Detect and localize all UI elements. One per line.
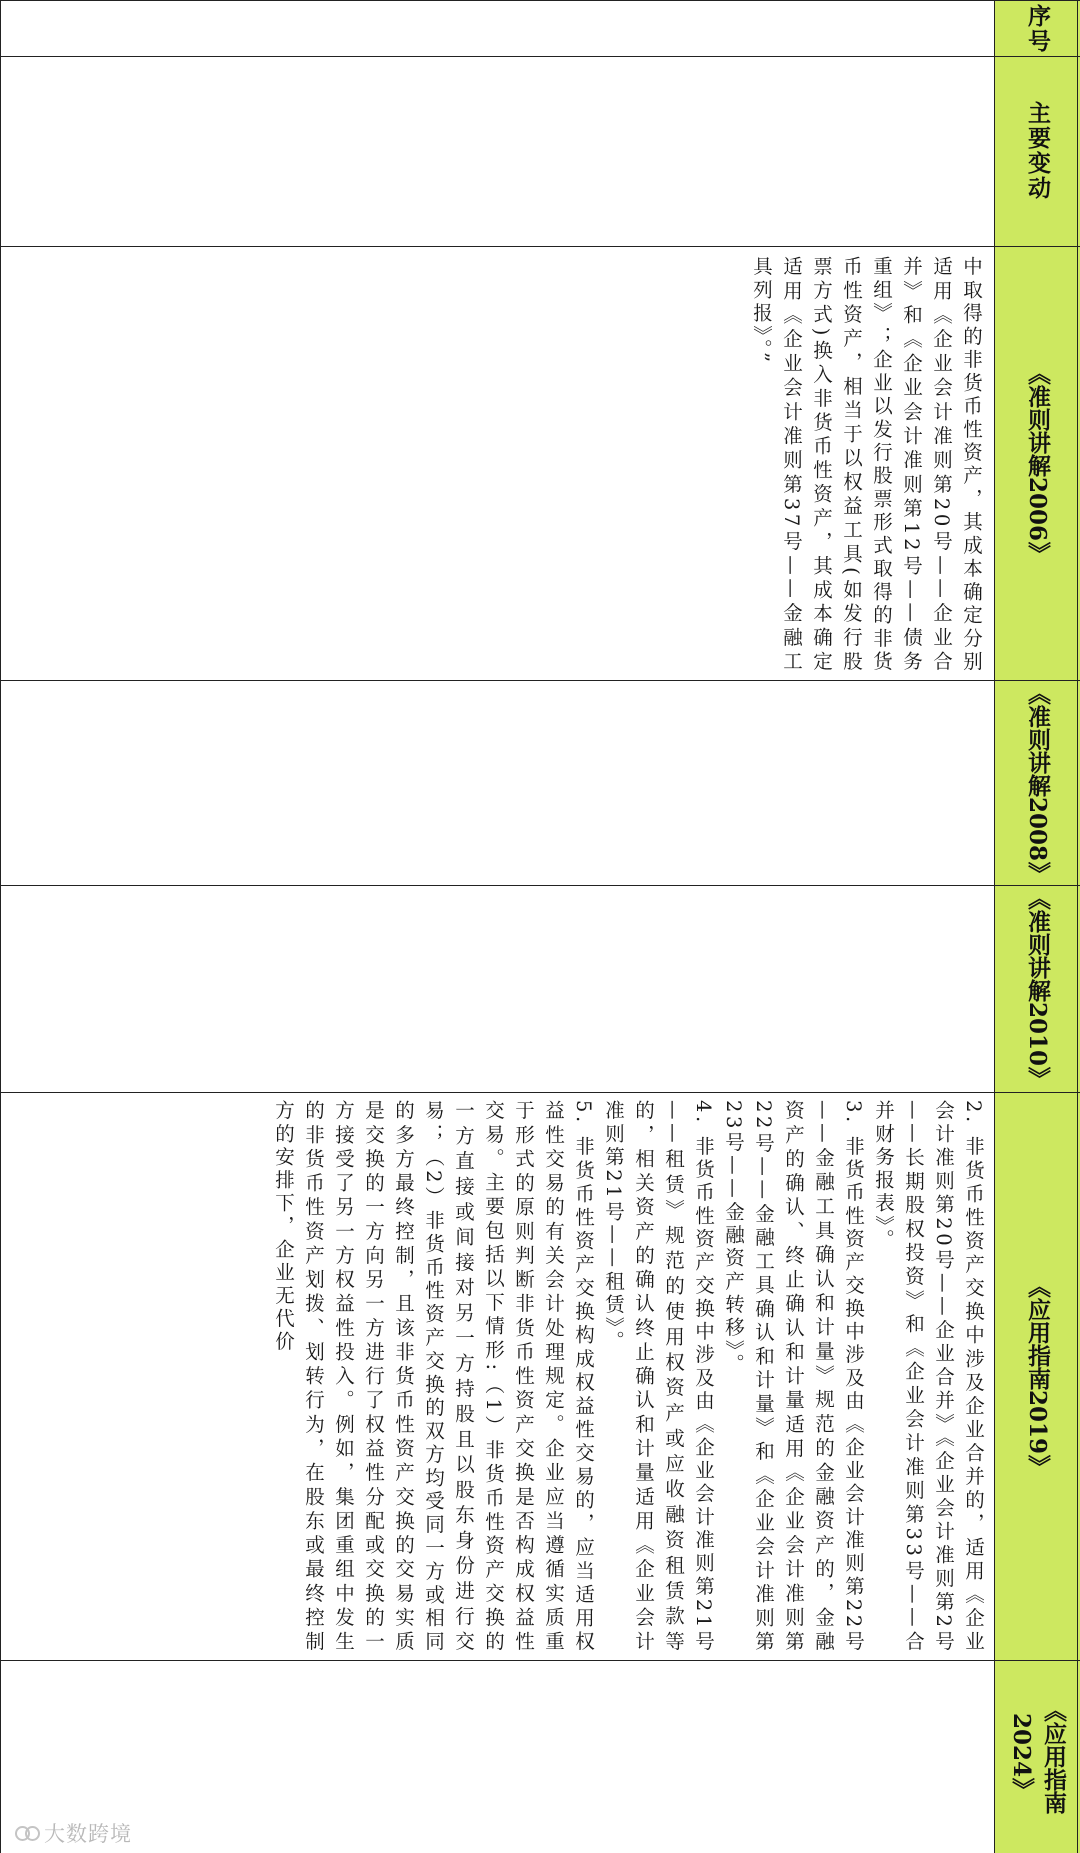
header-zn2024: 《应用指南2024》 [1008, 1699, 1067, 1814]
cell-zn2019-item-5: 5. 非货币性资产交换构成权益性交易的，应当适用权益性交易的有关会计处理规定。企业应当遵循实质重于形式的原则判断非货币性资产交换是否构成权益性交易。主要包括以下情形:（1）非货币性资产交换的一方直接或间接对另一方持股且以股东身份进行交易；（2）非货币性资产交换的双方均受同一方或相同的多方最终控制，且该非货币性资产交换的交易实质是交换的一方向另一方进行了权益性分配或交换的一方接受了另一方权益性投入。例如，集团重组中发生的非货币性资产划拨、划转行为，在股东或最终控制方的安排下，企业无代价 [272, 1100, 595, 1654]
header-seq: 序号 [1024, 4, 1051, 54]
header-zn2019: 《应用指南2019》 [1024, 1274, 1051, 1477]
header-main-change: 主要变动 [1024, 101, 1051, 201]
watermark [14, 1818, 132, 1848]
table-border-top [0, 0, 1080, 1]
row-divider [0, 1660, 1080, 1661]
cell-jz2006-paragraph: 中取得的非货币性资产，其成本确定分别适用《企业会计准则第20号——企业合并》和《企业会计准则第12号——债务重组》；企业以发行股票形式取得的非货币性资产，相当于以权益工具(如发行股票方式)换入非货币性资产，其成本确定适用《企业会计准则第37号——金融工具列报》。” [750, 256, 983, 674]
header-jz2006: 《准则讲解2006》 [1024, 361, 1051, 564]
header-jz2008: 《准则讲解2008》 [1024, 682, 1051, 885]
header-jz2010: 《准则讲解2010》 [1024, 887, 1051, 1090]
row-divider [0, 246, 1080, 247]
row-divider [0, 885, 1080, 886]
row-divider [0, 680, 1080, 681]
watermark-text: 大数跨境 [44, 1822, 132, 1846]
row-divider [0, 1092, 1080, 1093]
row-divider [0, 56, 1080, 57]
table-border-left [0, 0, 1, 1853]
cell-zn2019-item-2: 2. 非货币性资产交换中涉及企业合并的，适用《企业会计准则第20号——企业合并》《企业会计准则第2号——长期股权投资》和《企业会计准则第33号——合并财务报表》。 [872, 1100, 985, 1654]
cell-jz2006 [664, 256, 986, 674]
watermark-logo-icon [14, 1823, 40, 1843]
cell-zn2019-item-4: 4. 非货币性资产交换中涉及由《企业会计准则第21号——租赁》规范的使用权资产或应收融资租赁款等的，相关资产的确认终止确认和计量适用《企业会计准则第21号——租赁》。 [602, 1100, 715, 1654]
cell-zn2019-item-3: 3. 非货币性资产交换中涉及由《企业会计准则第22号——金融工具确认和计量》规范的金融资产的，金融资产的确认、终止确认和计量适用《企业会计准则第22号——金融工具确认和计量》和《企业会计准则第23号——金融资产转移》。 [722, 1100, 865, 1654]
cell-zn2019 [6, 1100, 988, 1654]
